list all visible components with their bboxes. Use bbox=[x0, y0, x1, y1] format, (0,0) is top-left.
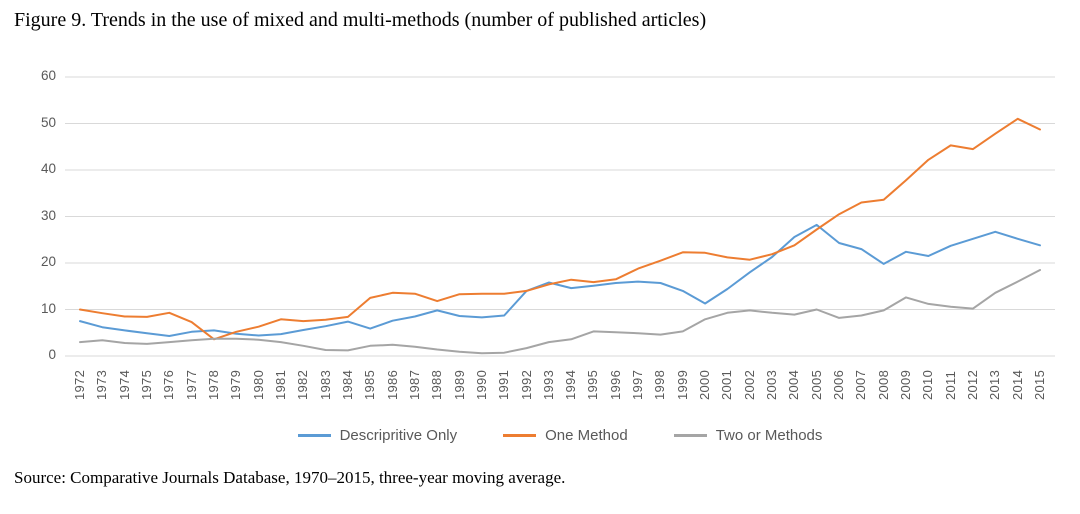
chart-legend bbox=[65, 427, 1055, 444]
legend-item-descripritive-only bbox=[298, 427, 458, 444]
x-tick-label-2014: 2014 bbox=[1009, 369, 1025, 400]
x-tick-label-1979: 1979 bbox=[228, 369, 244, 400]
x-tick-label-2000: 2000 bbox=[697, 369, 713, 400]
x-tick-label-1996: 1996 bbox=[607, 369, 623, 400]
x-tick-label-2002: 2002 bbox=[741, 369, 757, 400]
x-tick-label-1990: 1990 bbox=[473, 369, 489, 400]
x-tick-label-1986: 1986 bbox=[384, 369, 400, 400]
legend-label: One Method bbox=[545, 427, 628, 444]
y-tick-label-20: 20 bbox=[40, 254, 56, 269]
x-tick-label-1992: 1992 bbox=[518, 369, 534, 400]
x-tick-label-2009: 2009 bbox=[898, 369, 914, 400]
x-tick-label-1974: 1974 bbox=[116, 369, 132, 400]
x-tick-label-1977: 1977 bbox=[183, 369, 199, 400]
x-tick-label-2008: 2008 bbox=[875, 369, 891, 400]
x-tick-label-2011: 2011 bbox=[942, 370, 958, 400]
x-tick-label-1972: 1972 bbox=[72, 369, 87, 400]
x-tick-label-2001: 2001 bbox=[719, 369, 735, 400]
y-tick-label-0: 0 bbox=[48, 347, 56, 362]
x-tick-label-1973: 1973 bbox=[94, 369, 110, 400]
legend-label: Two or Methods bbox=[715, 427, 823, 444]
x-tick-label-1976: 1976 bbox=[161, 369, 177, 400]
x-tick-label-1982: 1982 bbox=[295, 369, 311, 400]
x-tick-label-1995: 1995 bbox=[585, 369, 601, 400]
x-tick-label-1994: 1994 bbox=[563, 369, 579, 400]
x-tick-label-2013: 2013 bbox=[987, 369, 1003, 400]
legend-item-one-method bbox=[503, 427, 628, 444]
x-tick-label-1987: 1987 bbox=[406, 369, 422, 400]
x-tick-label-1998: 1998 bbox=[652, 369, 668, 400]
legend-line-swatch-orange bbox=[503, 434, 536, 437]
x-tick-label-2004: 2004 bbox=[786, 369, 802, 400]
x-tick-label-2005: 2005 bbox=[808, 369, 824, 400]
x-tick-label-2012: 2012 bbox=[965, 369, 981, 400]
source-note: Source: Comparative Journals Database, 1970–2015, three-year moving average. bbox=[14, 468, 566, 487]
series-line-descripritive-only bbox=[80, 225, 1040, 336]
x-tick-label-2006: 2006 bbox=[831, 369, 847, 400]
x-tick-label-1981: 1981 bbox=[272, 369, 288, 400]
x-tick-label-1997: 1997 bbox=[630, 369, 646, 400]
x-tick-label-2015: 2015 bbox=[1032, 369, 1047, 400]
x-tick-label-1984: 1984 bbox=[339, 369, 355, 400]
legend-line-swatch-blue bbox=[298, 434, 331, 437]
y-tick-label-50: 50 bbox=[40, 114, 56, 130]
figure-title: Figure 9. Trends in the use of mixed and multi-methods (number of published articles) bbox=[14, 9, 707, 31]
y-tick-label-40: 40 bbox=[40, 161, 56, 176]
legend-label: Descripritive Only bbox=[339, 427, 458, 444]
y-tick-label-60: 60 bbox=[40, 68, 56, 83]
legend-item-two-or-methods bbox=[674, 427, 823, 444]
x-tick-label-1980: 1980 bbox=[250, 369, 266, 400]
x-tick-label-1985: 1985 bbox=[362, 369, 378, 400]
x-tick-label-1991: 1991 bbox=[496, 369, 512, 400]
x-tick-label-2003: 2003 bbox=[764, 369, 780, 400]
line-chart-plot bbox=[65, 77, 1055, 356]
x-tick-label-2010: 2010 bbox=[920, 369, 936, 400]
x-tick-label-1993: 1993 bbox=[540, 369, 556, 400]
x-tick-label-1978: 1978 bbox=[205, 369, 221, 400]
x-tick-label-1975: 1975 bbox=[138, 369, 154, 400]
y-tick-label-30: 30 bbox=[40, 207, 56, 223]
legend-line-swatch-gray bbox=[674, 434, 707, 437]
series-line-one-method bbox=[80, 119, 1040, 339]
x-tick-label-1989: 1989 bbox=[451, 369, 467, 400]
x-tick-label-2007: 2007 bbox=[853, 369, 869, 400]
y-tick-label-10: 10 bbox=[40, 300, 56, 316]
x-tick-label-1988: 1988 bbox=[429, 369, 445, 400]
x-tick-label-1983: 1983 bbox=[317, 369, 333, 400]
x-tick-label-1999: 1999 bbox=[674, 369, 690, 400]
